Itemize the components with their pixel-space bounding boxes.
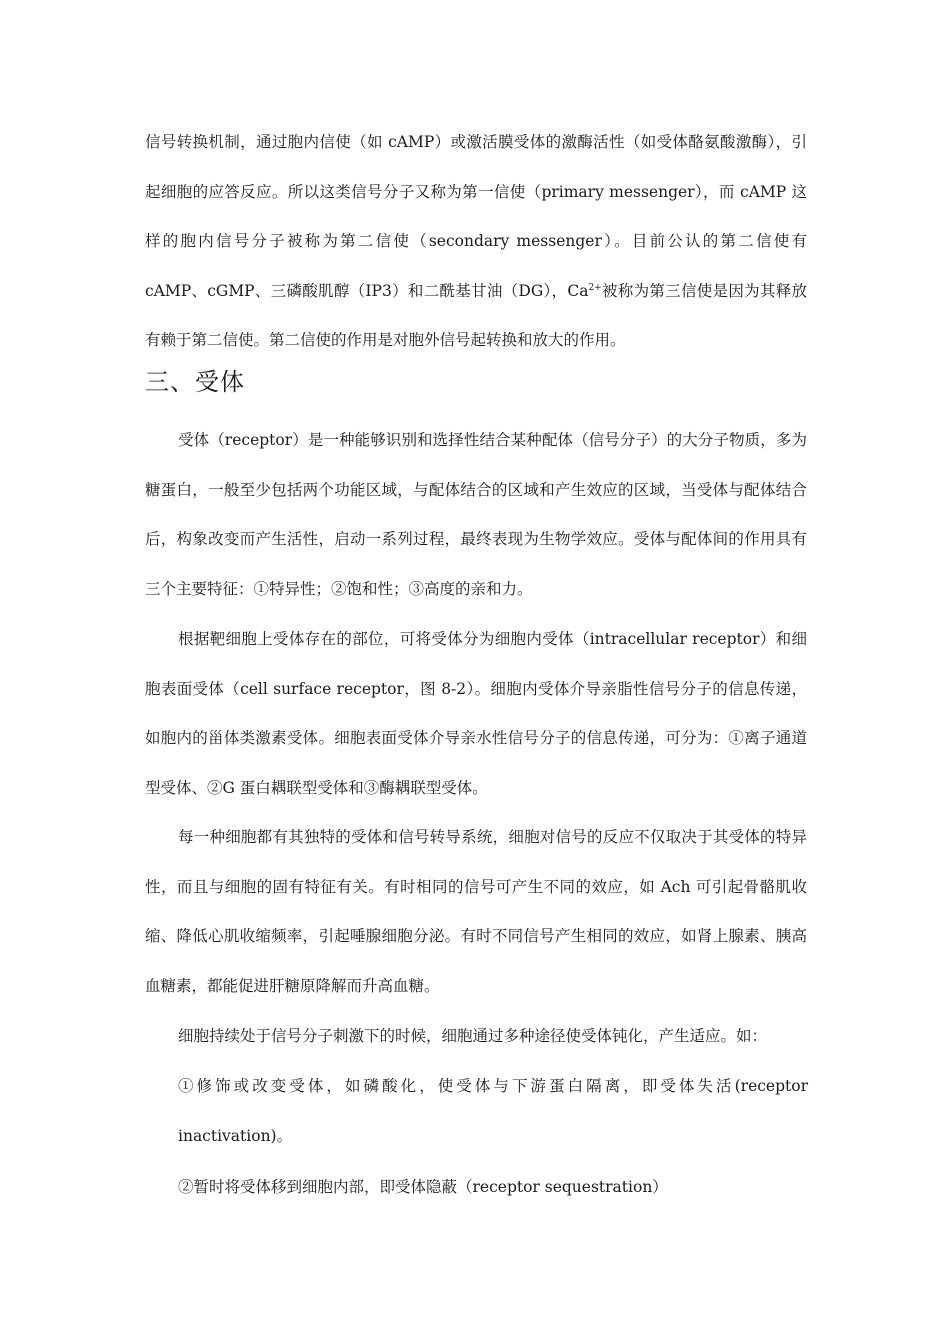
paragraph-receptor-location: 根据靶细胞上受体存在的部位，可将受体分为细胞内受体（intracellular receptor）和细胞表面受体（cell surface receptor，图 8-2）。细胞内受体介导亲脂性信号分子的信息传递，如胞内的甾体类激素受体。细胞表面受体介导亲水性信号分子的信息传递，可分为：①离子通道型受体、②G 蛋白耦联型受体和③酶耦联型受体。 xyxy=(145,630,807,797)
superscript-charge: 2+ xyxy=(588,282,602,293)
paragraph-text-after-superscript: 被称为第三信使是因为其释放有赖于第二信使。第二信使的作用是对胞外信号起转换和放大的作用。 xyxy=(145,281,807,349)
paragraph-receptor-adaptation: 细胞持续处于信号分子刺激下的时候，细胞通过多种途径使受体钝化，产生适应。如： xyxy=(178,1027,768,1045)
list-item-receptor-sequestration: ②暂时将受体移到细胞内部，即受体隐蔽（receptor sequestration） xyxy=(178,1178,668,1196)
paragraph-text-before-superscript: 信号转换机制，通过胞内信使（如 cAMP）或激活膜受体的激酶活性（如受体酪氨酸激酶），引起细胞的应答反应。所以这类信号分子又称为第一信使（primary messenger），而 cAMP 这样的胞内信号分子被称为第二信使（secondary messenger）。目前公认的第二信使有 cAMP、cGMP、三磷酸肌醇（IP3）和二酰基甘油（DG），Ca xyxy=(145,133,807,300)
section-heading: 三、受体 xyxy=(145,368,245,396)
paragraph-receptor-definition: 受体（receptor）是一种能够识别和选择性结合某种配体（信号分子）的大分子物质，多为糖蛋白，一般至少包括两个功能区域，与配体结合的区域和产生效应的区域，当受体与配体结合后，构象改变而产生活性，启动一系列过程，最终表现为生物学效应。受体与配体间的作用具有三个主要特征：①特异性；②饱和性；③高度的亲和力。 xyxy=(145,431,807,598)
list-item-receptor-inactivation: ①修饰或改变受体，如磷酸化，使受体与下游蛋白隔离，即受体失活(receptor inactivation)。 xyxy=(178,1077,808,1145)
paragraph-second-messenger xyxy=(145,118,807,366)
paragraph-receptor-specificity: 每一种细胞都有其独特的受体和信号转导系统，细胞对信号的反应不仅取决于其受体的特异性，而且与细胞的固有特征有关。有时相同的信号可产生不同的效应，如 Ach 可引起骨骼肌收缩、降低心肌收缩频率，引起唾腺细胞分泌。有时不同信号产生相同的效应，如肾上腺素、胰高血糖素，都能促进肝糖原降解而升高血糖。 xyxy=(145,828,807,995)
